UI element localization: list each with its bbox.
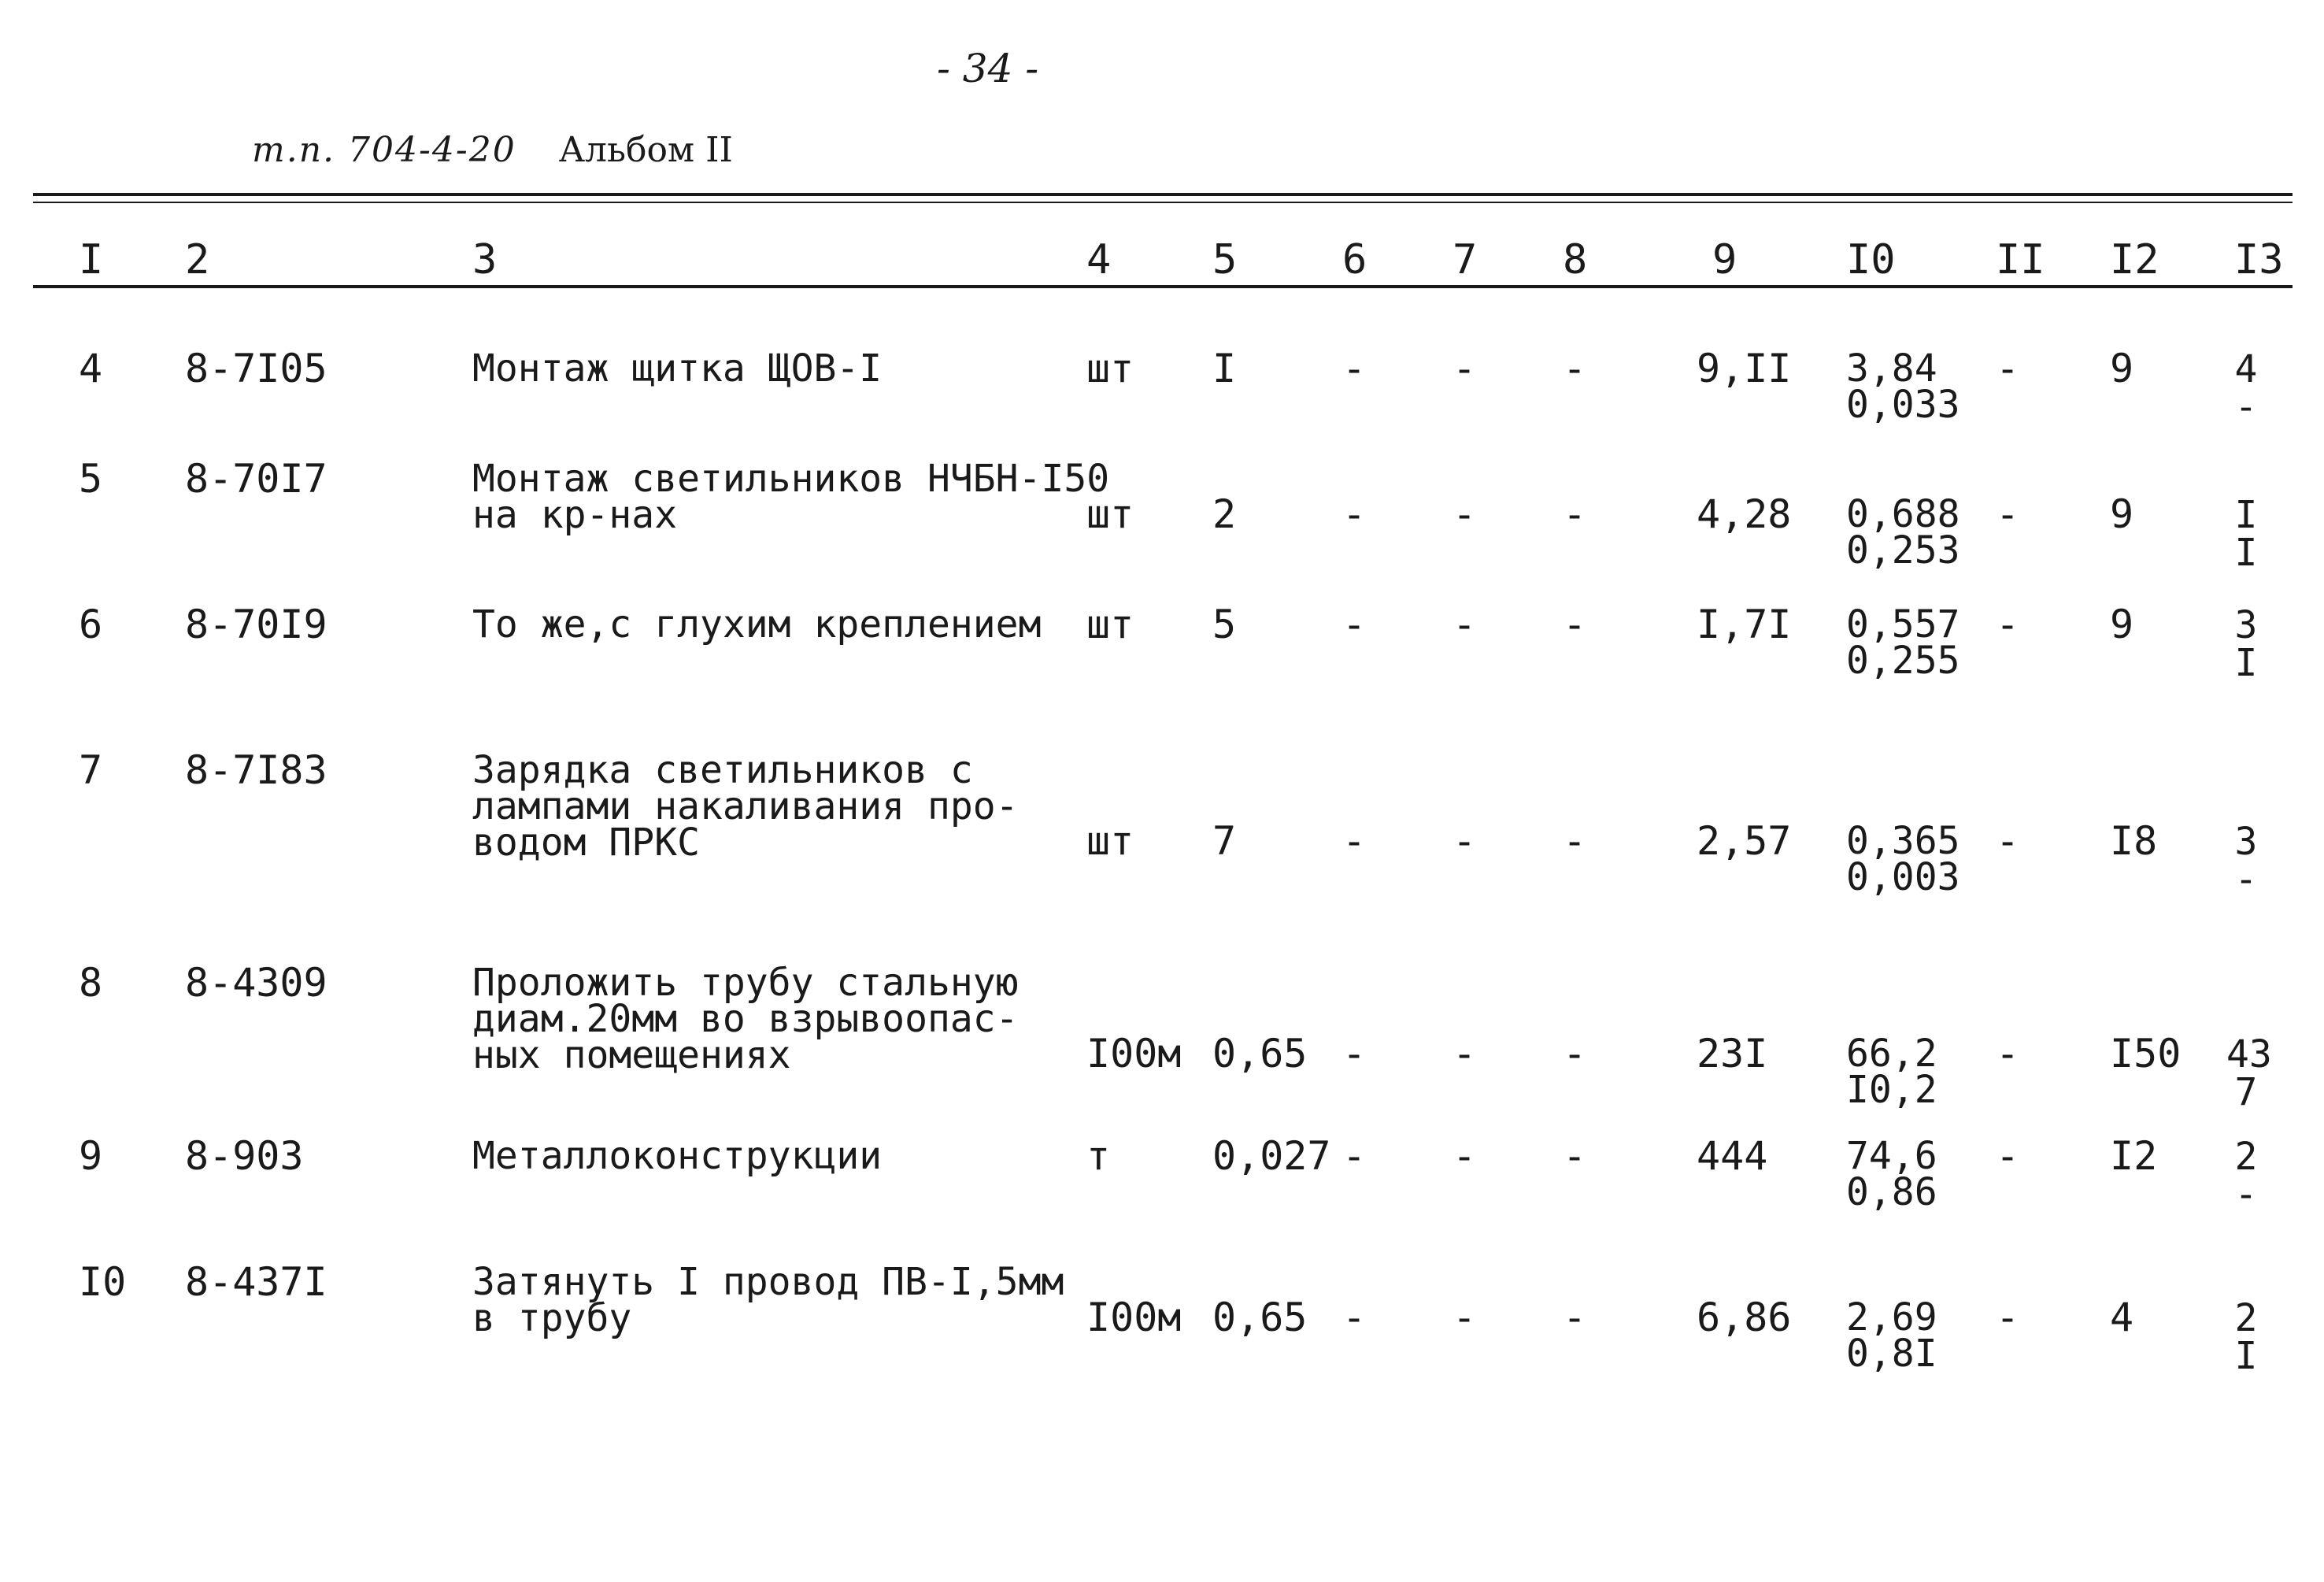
column-header-13: I3 [2234,236,2284,283]
page-number: - 34 - [937,46,1039,91]
col-11-value: - [1996,818,2020,864]
column-header-6: 6 [1342,236,1367,283]
quantity: 7 [1212,818,1237,864]
norm-code: 8-437I [185,1259,328,1305]
col-6-value: - [1342,602,1367,647]
row-number: 9 [79,1133,103,1179]
work-description: Проложить трубу стальную диам.20мм во взрывоопас- ных помещениях [472,961,1019,1077]
column-header-10: I0 [1846,236,1896,283]
album-label: Альбом II [558,130,733,170]
col-8-value: - [1563,1133,1587,1179]
col-7-value: - [1452,602,1477,647]
col-12-value: 9 [2110,491,2134,537]
col-9-value: 9,II [1697,346,1792,391]
col-11-value: - [1996,346,2020,391]
col-10-value: 0,365 0,003 [1846,819,1960,899]
col-8-value: - [1563,818,1587,864]
unit: шт [1086,346,1134,391]
column-header-2: 2 [185,236,210,283]
col-9-value: 2,57 [1697,818,1792,864]
col-8-value: - [1563,1031,1587,1076]
col-11-value: - [1996,491,2020,537]
work-description: Зарядка светильников с лампами накаливания про- водом ПРКС [472,748,1019,865]
col-9-value: 444 [1697,1133,1768,1179]
col-13-value: 2 I [2234,1296,2258,1378]
col-10-value: 66,2 I0,2 [1846,1032,1937,1112]
unit: шт [1086,818,1134,864]
col-13-value: 43 7 [2226,1032,2272,1114]
col-13-value: 3 - [2234,820,2258,902]
unit: I00м [1086,1295,1182,1340]
work-description: Монтаж светильников НЧБН-I50 на кр-нах [472,457,1110,537]
col-13-value: 4 - [2234,347,2258,429]
col-6-value: - [1342,818,1367,864]
row-number: 4 [79,346,103,391]
row-number: I0 [79,1259,127,1305]
col-6-value: - [1342,1295,1367,1340]
header-rule-top [33,193,2293,196]
document-reference [252,130,733,170]
column-header-12: I2 [2110,236,2159,283]
work-description: Затянуть I провод ПВ-I,5мм в трубу [472,1260,1064,1340]
col-11-value: - [1996,602,2020,647]
header-rule-top-thin [33,202,2293,203]
col-9-value: 4,28 [1697,491,1792,537]
col-7-value: - [1452,818,1477,864]
col-13-value: 3 I [2234,603,2258,685]
col-8-value: - [1563,491,1587,537]
unit: шт [1086,602,1134,647]
col-12-value: I2 [2110,1133,2158,1179]
col-10-value: 2,69 0,8I [1846,1295,1937,1376]
col-8-value: - [1563,1295,1587,1340]
col-12-value: I8 [2110,818,2158,864]
norm-code: 8-70I7 [185,456,328,502]
col-12-value: 4 [2110,1295,2134,1340]
row-number: 7 [79,747,103,793]
col-7-value: - [1452,1031,1477,1076]
document-code: т.п. 704-4-20 [252,130,516,170]
row-number: 5 [79,456,103,502]
column-header-11: II [1996,236,2045,283]
col-9-value: I,7I [1697,602,1792,647]
col-13-value: 2 - [2234,1135,2258,1217]
column-header-4: 4 [1086,236,1112,283]
column-header-8: 8 [1563,236,1588,283]
header-rule-bottom [33,285,2293,288]
norm-code: 8-70I9 [185,602,328,647]
col-11-value: - [1996,1295,2020,1340]
col-7-value: - [1452,491,1477,537]
col-8-value: - [1563,346,1587,391]
col-11-value: - [1996,1133,2020,1179]
row-number: 6 [79,602,103,647]
quantity: 0,65 [1212,1295,1308,1340]
column-header-3: 3 [472,236,498,283]
norm-code: 8-4309 [185,960,328,1006]
unit: т [1086,1133,1111,1179]
col-9-value: 6,86 [1697,1295,1792,1340]
quantity: 0,65 [1212,1031,1308,1076]
col-12-value: 9 [2110,346,2134,391]
col-8-value: - [1563,602,1587,647]
col-13-value: I I [2234,493,2258,575]
col-10-value: 0,557 0,255 [1846,602,1960,683]
norm-code: 8-7I83 [185,747,328,793]
col-10-value: 74,6 0,86 [1846,1134,1937,1214]
col-10-value: 3,84 0,033 [1846,346,1960,427]
work-description: Монтаж щитка ЩОВ-I [472,346,883,391]
col-6-value: - [1342,1031,1367,1076]
col-7-value: - [1452,346,1477,391]
quantity: I [1212,346,1237,391]
work-description: Металлоконструкции [472,1134,883,1178]
column-header-1: I [79,236,104,283]
norm-code: 8-903 [185,1133,304,1179]
col-9-value: 23I [1697,1031,1768,1076]
quantity: 5 [1212,602,1237,647]
col-11-value: - [1996,1031,2020,1076]
col-7-value: - [1452,1295,1477,1340]
unit: I00м [1086,1031,1182,1076]
work-description: То же,с глухим креплением [472,602,1042,647]
col-6-value: - [1342,491,1367,537]
col-12-value: I50 [2110,1031,2182,1076]
row-number: 8 [79,960,103,1006]
column-header-5: 5 [1212,236,1238,283]
column-header-7: 7 [1452,236,1478,283]
quantity: 2 [1212,491,1237,537]
col-10-value: 0,688 0,253 [1846,492,1960,572]
column-header-9: 9 [1712,236,1737,283]
col-6-value: - [1342,346,1367,391]
col-7-value: - [1452,1133,1477,1179]
col-12-value: 9 [2110,602,2134,647]
quantity: 0,027 [1212,1133,1331,1179]
col-6-value: - [1342,1133,1367,1179]
unit: шт [1086,491,1134,537]
norm-code: 8-7I05 [185,346,328,391]
